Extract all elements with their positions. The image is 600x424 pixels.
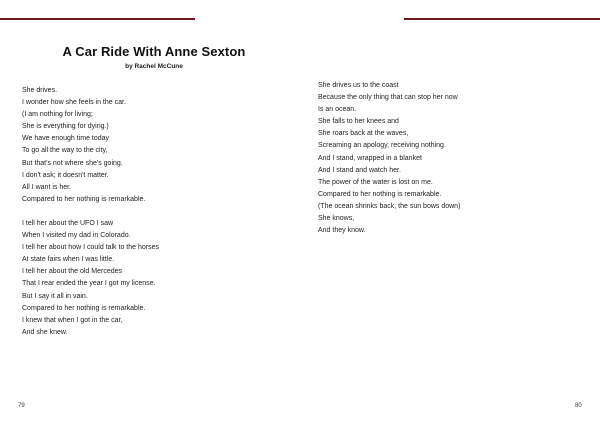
poem-line: Compared to her nothing is remarkable. bbox=[22, 195, 146, 203]
stanza-2 bbox=[22, 218, 159, 339]
poem-line: I tell her about how I could talk to the horses bbox=[22, 244, 159, 252]
poem-line: At state fairs when I was little. bbox=[22, 256, 115, 264]
poem-line: She drives. bbox=[22, 87, 58, 94]
poem-line: But that's not where she's going. bbox=[22, 159, 123, 167]
poem-line: When I visited my dad in Colorado. bbox=[22, 232, 131, 240]
poem-line: I tell her about the UFO I saw bbox=[22, 220, 114, 227]
poem-line: The power of the water is lost on me. bbox=[318, 178, 433, 186]
poem-line: And she knew. bbox=[22, 328, 68, 336]
poem-line: But I say it all in vain. bbox=[22, 292, 88, 300]
poem-line: And I stand, wrapped in a blanket bbox=[318, 154, 422, 162]
poem-line: Because the only thing that can stop her now bbox=[318, 94, 458, 102]
poem-title: A Car Ride With Anne Sexton bbox=[62, 44, 246, 59]
poem-line: She falls to her knees and bbox=[318, 118, 399, 126]
poem-line: I tell her about the old Mercedes bbox=[22, 268, 123, 276]
poem-line: To go all the way to the city, bbox=[22, 147, 108, 155]
poem-line: Compared to her nothing is remarkable. bbox=[22, 304, 146, 312]
poem-line: I knew that when I got in the car, bbox=[22, 316, 123, 324]
poem-line: Is an ocean. bbox=[318, 106, 357, 114]
stanza-3 bbox=[318, 80, 460, 237]
page-number-right: 80 bbox=[575, 403, 582, 409]
poem-line: Screaming an apology, receiving nothing. bbox=[318, 142, 446, 150]
poem-byline: by Rachel McCune bbox=[125, 63, 183, 70]
poem-line: She is everything for dying.) bbox=[22, 123, 109, 131]
page-number-left: 79 bbox=[18, 403, 25, 409]
poem-line: We have enough time today bbox=[22, 135, 110, 143]
poem-line: (I am nothing for living; bbox=[22, 111, 93, 119]
poem-line: She roars back at the waves, bbox=[318, 130, 409, 138]
stanza-1 bbox=[22, 85, 145, 206]
header-rule-right bbox=[404, 18, 600, 20]
poem-line: And they know. bbox=[318, 227, 366, 235]
poem-line: And I stand and watch her. bbox=[318, 166, 401, 174]
poem-line: All I want is her. bbox=[22, 183, 72, 191]
poem-line: That I rear ended the year I got my license. bbox=[22, 280, 156, 288]
poem-line: I wonder how she feels in the car. bbox=[22, 99, 126, 107]
poem-line: I don't ask; it doesn't matter. bbox=[22, 171, 109, 179]
poem-line: Compared to her nothing is remarkable. bbox=[318, 190, 442, 198]
poem-line: She knows, bbox=[318, 215, 355, 223]
poem-line: She drives us to the coast bbox=[318, 82, 399, 89]
header-rule-left bbox=[0, 18, 195, 20]
poem-line: (The ocean shrinks back, the sun bows down) bbox=[318, 202, 461, 210]
